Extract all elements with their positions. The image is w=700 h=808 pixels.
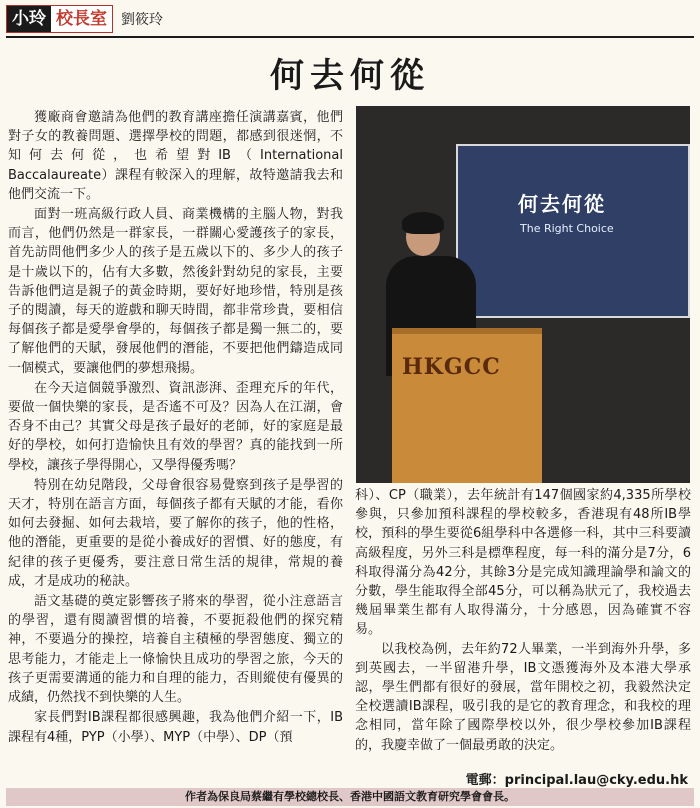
paragraph: 科）、CP（職業），去年統計有147個國家約4,335所學校參與，只參加預科課程的學校較多，香港現有48所IB學校，預科的學生要從6組學科中各選修一科，其中三科要讀高級程度，另外三科是標準程度，每一科的滿分是7分，6科取得滿分為42分，其餘3分是完成知識理論學和論文的分數，學生能取得全部45分，可以稱為狀元了，我校過去幾屆畢業生都有人取得滿分，十分感恩，因為確實不容易。 (355, 488, 691, 638)
slide-title: 何去何從 (518, 192, 606, 216)
paragraph: 以我校為例，去年約72人畢業，一半到海外升學，多到英國去，一半留港升學，IB文憑獲海外及本港大學承認，學生們都有很好的發展，當年開校之初，我毅然決定全校選讀IB課程，吸引我的是它的教育理念，和我校的理念相同，當年除了國際學校以外，很少學校參加IB課程的，我慶幸做了一個最勇敢的決定。 (355, 641, 691, 753)
podium (392, 328, 542, 483)
left-column (8, 108, 343, 748)
event-photo (356, 106, 690, 483)
right-column (355, 486, 691, 755)
paragraph: 家長們對IB課程都很感興趣，我為他們介紹一下，IB課程有4種，PYP（小學）、MYP（中學）、DP（預 (8, 710, 343, 745)
contact-email: 電郵：principal.lau@cky.edu.hk (465, 773, 688, 788)
paragraph: 在今天這個競爭激烈、資訊澎湃、歪理充斥的年代，要做一個快樂的家長，是否遙不可及？因為人在江湖，會否身不由己？其實父母是孩子最好的老師，好的家庭是最好的學校，如何打造愉快且有效的學習？真的能找到一所學校，讓孩子學得開心，又學得優秀嗎？ (8, 380, 343, 473)
speaker-hair (402, 212, 444, 234)
column-name-part1: 小玲 (7, 6, 51, 32)
podium-logo: HKGCC (402, 354, 501, 380)
column-name-part2: 校長室 (51, 6, 112, 32)
slide-subtitle: The Right Choice (520, 222, 614, 235)
projection-screen (456, 144, 690, 318)
column-header (6, 4, 163, 34)
author-bio-footer: 作者為保良局蔡繼有學校總校長、香港中國語文教育研究學會會長。 (6, 788, 694, 806)
article-title: 何去何從 (270, 56, 430, 96)
paragraph: 獲廠商會邀請為他們的教育講座擔任演講嘉賓，他們對子女的教養問題、選擇學校的問題，都感到很迷惘，不知何去何從，也希望對IB（International Baccalaureate）課程有較深入的理解，故特邀請我去和他們交流一下。 (8, 110, 343, 202)
column-badge (6, 5, 113, 33)
paragraph: 特別在幼兒階段，父母會很容易覺察到孩子是學習的天才，特別在語言方面，每個孩子都有天賦的才能，看你如何去發掘、如何去栽培，要了解你的孩子，他的性格，他的潛能，更重要的是從小養成好的習慣、好的態度，有紀律的孩子更優秀，要注意日常生活的規律，常規的養成，才是成功的秘訣。 (8, 477, 343, 589)
author-name: 劉筱玲 (121, 12, 163, 28)
paragraph: 語文基礎的奠定影響孩子將來的學習，從小注意語言的學習，還有閱讀習慣的培養，不要扼殺他們的探究精神，不要過分的操控，培養自主積極的學習態度、獨立的思考能力，才能走上一條愉快且成功的學習之旅，今天的孩子更需要溝通的能力和自理的能力，否則縱使有優異的成績，仍然找不到快樂的人生。 (8, 594, 343, 706)
paragraph: 面對一班高級行政人員、商業機構的主腦人物，對我而言，他們仍然是一群家長，一群關心愛護孩子的家長，首先訪問他們多少人的孩子是五歲以下的、多少人的孩子是十歲以下的，佔有大多數，然後針對幼兒的家長，主要告訴他們這是親子的黃金時期，要好好地珍惜，特別是孩子的閱讀，每天的遊戲和聊天時間，都非常珍貴，要相信每個孩子都是愛學會學的，每個孩子都是獨一無二的，要了解他們的天賦，發展他們的潛能，不要把他們鑄造成同一個模式，要讓他們的夢想飛揚。 (8, 207, 343, 376)
header-divider (6, 36, 694, 38)
